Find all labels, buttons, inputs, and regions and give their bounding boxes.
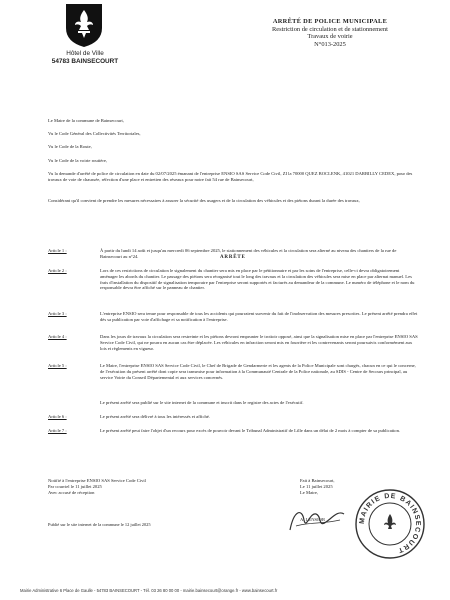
decree-number: N°013-2025	[314, 40, 346, 48]
article-3	[48, 311, 418, 323]
article-number: Article 4 :	[48, 334, 67, 339]
preamble-code-voirie	[48, 158, 418, 164]
article-number: Article 6 :	[48, 414, 67, 419]
article-text: Le présent arrêté sera publié sur le site internet de la commune et inscrit dans le registre des actes de l'exécutif.	[100, 400, 304, 405]
article-text: À partir du lundi 14 août et jusqu'au mercredi 06 septembre 2025, le stationnement des véhicules et la circulation sera alterné au niveau des chantiers de la rue de Bainsecourt au n°24.	[100, 248, 397, 259]
arrete-heading: ARRÊTE	[220, 255, 246, 260]
preamble-considering	[48, 198, 418, 204]
article-number: Article 3 :	[48, 311, 67, 316]
town-crest-logo	[64, 2, 104, 48]
stamp-text: MAIRIE DE BAINSECOURT	[358, 492, 422, 554]
article-5	[48, 363, 418, 380]
article-text: Le Maire, l'entreprise ENSIO SAS Service Code Civil, le Chef de Brigade de Gendarmerie et les agents de la Police Municipale sont chargés, chacun en ce qui le concerne, de l'exécution du présent arrêté dont copie sera transmise pour information à la Communauté Centrale de la Police nationale, au SDIS - Centre de Secours principal, au service Voirie du Conseil Départemental et aux services concernés.	[100, 363, 416, 380]
article-text: Le présent arrêté peut faire l'objet d'un recours pour excès de pouvoir devant le Tribunal Administratif de Lille dans un délai de 2 mois à compter de sa publication.	[100, 428, 401, 433]
article-number: Article 5 :	[48, 363, 67, 368]
town-hall-label	[40, 50, 130, 66]
article-6	[48, 414, 418, 420]
signature-place: Fait à Bainsecourt,	[300, 478, 335, 483]
article-number: Article 2 :	[48, 268, 67, 273]
article-text: Le présent arrêté sera délivré à tous les intéressés et affiché.	[100, 414, 210, 419]
town-hall-name: Hôtel de Ville	[66, 50, 104, 57]
town-hall-stamp	[354, 488, 426, 560]
preamble-line: Considérant qu'il convient de prendre les mesures nécessaires à assurer la sécurité des usagers et de la circulation des véhicules et des piétons durant la durée des travaux,	[48, 198, 360, 203]
preamble-line: Vu le Code de la voirie routière,	[48, 158, 108, 163]
notification-line: Par courriel le 11 juillet 2025	[48, 483, 102, 489]
article-1	[48, 248, 418, 260]
footer-address: Mairie Administrative 6 Place de Gaulle - 54783 BAINSECOURT - Tél. 03 26 80 00 00 - mairie.bainsecourt@orange.fr - www.bainsecourt.fr	[20, 588, 278, 593]
signature-date: Le 11 juillet 2025	[300, 483, 333, 489]
preamble-request	[48, 171, 418, 183]
preamble-cgct	[48, 131, 418, 137]
town-zip-city: 54783 BAINSECOURT	[51, 58, 119, 65]
article-text: L'entreprise ENSIO sera tenue pour responsable de tous les accidents qui pourraient survenir du fait de l'inobservation des mesures prescrites. Le présent arrêté prendra effet dès sa publication par voie d'affichage et sa notification à l'entreprise.	[100, 311, 418, 322]
article-5-publication	[48, 400, 418, 406]
article-text: Dans les jours de travaux la circulation sera restreinte et les piétons devront emprunter le trottoir opposé, ainsi que la signalisation mise en place par l'entreprise ENSIO SAS Service Code Civil, qui ne pourra en aucun cas être déplacée. Les véhicules en infraction seront mis en fourrière et les contrevenants seront poursuivis conformément aux lois et règlements en vigueur.	[100, 334, 418, 351]
preamble-line: Vu le Code Général des Collectivités Territoriales,	[48, 131, 141, 136]
preamble-code-route	[48, 144, 418, 150]
notification-line: Notifié à l'entreprise ENSIO SAS Service Code Civil	[48, 478, 146, 483]
article-number: Article 1 :	[48, 248, 67, 253]
publication-note: Publié sur le site internet de la commune le 12 juillet 2025	[48, 522, 151, 527]
decree-subtitle: Travaux de voirie	[307, 33, 353, 41]
article-text: Lors de ces restrictions de circulation le signalement du chantier sera mis en place par le pétitionnaire et par les soins de l'entreprise, celle-ci devra obligatoirement aménager les abords du chantier. Le passage des piétons sera réorganisé tout le long des travaux et la circulation des véhicules sera mise en place par alternat manuel. Les frais d'installation du dispositif de signalisation temporaire par l'entreprise seront supportés et facturés au demandeur de la commune. Le numéro de téléphone et le nom du responsable devra être affiché sur le panneau de chantier.	[100, 268, 415, 291]
signature-name: A. LENSIOR	[300, 517, 326, 523]
preamble-line: Vu le Code de la Route,	[48, 144, 92, 149]
signature-role: Le Maire,	[300, 489, 319, 495]
preamble-line: Le Maire de la commune de Bainsecourt,	[48, 118, 124, 123]
preamble-line: Vu la demande d'arrêté de police de circulation en date du 02/07/2025 émanant de l'entreprise ENSIO SAS Service Code Civil, ZI la 70000 QUEZ BOCLENK, 41021 DARBILLY CEDEX, pour des travaux de voie de chaussée, réfection d'une place et entretien des réseaux pour notre fait 54 rue de Bainsecourt,	[48, 171, 413, 182]
decree-subject: Restriction de circulation et de stationnement	[272, 25, 388, 33]
notification-line: Avec accusé de réception	[48, 489, 95, 495]
handwritten-signature	[282, 500, 352, 540]
article-4	[48, 334, 418, 351]
article-number: Article 7 :	[48, 428, 67, 433]
notification-block	[48, 478, 228, 495]
article-2	[48, 268, 418, 291]
decree-title: ARRÊTÉ DE POLICE MUNICIPALE	[272, 18, 388, 25]
article-7	[48, 428, 418, 434]
preamble-mayor	[48, 118, 418, 124]
decree-header	[270, 18, 390, 48]
